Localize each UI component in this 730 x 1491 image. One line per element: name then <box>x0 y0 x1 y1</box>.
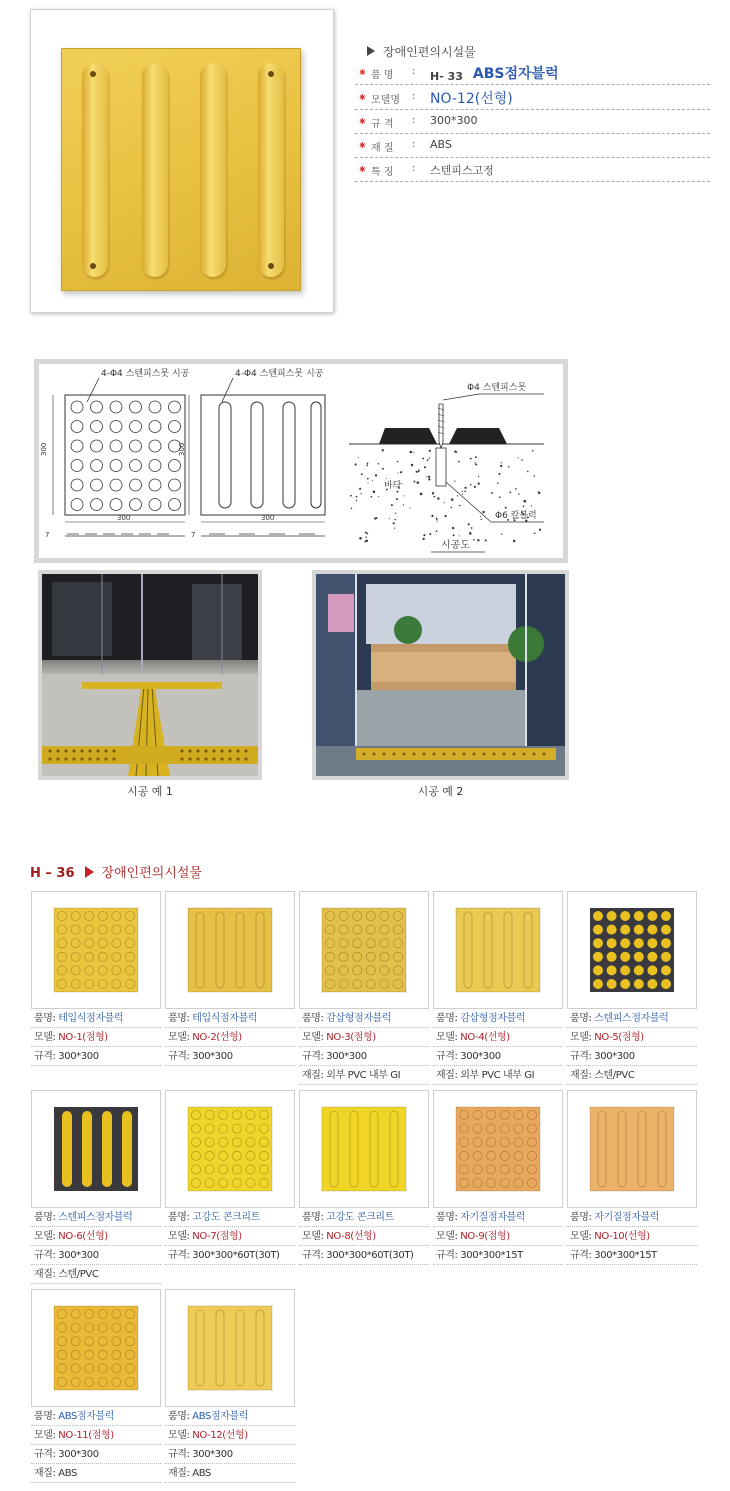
bullet-icon: ✱ <box>359 117 366 126</box>
product-info <box>567 1009 697 1085</box>
product-size-row-label: 규격: <box>436 1051 461 1062</box>
product-size-row-label: 규격: <box>302 1250 327 1261</box>
product-model-row-value: NO-10(선형) <box>594 1231 650 1242</box>
product-name-row <box>567 1009 697 1028</box>
drawing-dot <box>130 440 142 452</box>
product-size-row-value: 300*300 <box>58 1449 99 1460</box>
product-name-row-value[interactable]: 테입식점자블럭 <box>192 1013 258 1024</box>
product-model-row-label: 모델: <box>570 1032 595 1043</box>
drawing-dot <box>71 460 83 472</box>
product-model-row-value: NO-7(점형) <box>192 1231 242 1242</box>
dim-label: 300 <box>178 442 186 456</box>
product-size-row-value: 300*300*60T(30T) <box>192 1250 280 1261</box>
product-name-row-value[interactable]: 테입식점자블럭 <box>58 1013 124 1024</box>
product-info <box>31 1407 161 1483</box>
spec-value <box>430 90 513 110</box>
drawing-dot <box>149 421 161 433</box>
product-name-row-label: 품명: <box>168 1212 193 1223</box>
product-name-row <box>165 1407 295 1426</box>
product-model-row-value: NO-1(점형) <box>58 1032 108 1043</box>
product-model-row <box>165 1227 295 1246</box>
tile-image <box>300 1091 428 1207</box>
spec-category-text: 장애인편의시설물 <box>383 45 476 59</box>
leader-line <box>443 394 479 400</box>
drawing-bar <box>311 402 321 508</box>
tile-image <box>166 892 294 1008</box>
spec-label: 품 명 <box>371 70 394 81</box>
spec-label: 규 격 <box>371 119 394 130</box>
drawing-dot <box>130 421 142 433</box>
product-material-row-value: 외부 PVC 내부 GI <box>460 1070 535 1081</box>
product-model-row-label: 모델: <box>34 1231 59 1242</box>
product-model-row <box>31 1028 161 1047</box>
spec-colon: : <box>412 66 416 77</box>
product-model-row-value: NO-5(점형) <box>594 1032 644 1043</box>
product-thumb[interactable] <box>299 891 429 1009</box>
drawing-label-anchor: Φ6 칼블럭 <box>495 511 537 521</box>
product-info <box>567 1208 697 1265</box>
spec-colon: : <box>412 115 416 126</box>
photo-2-scene <box>316 574 565 776</box>
product-name-row <box>165 1208 295 1227</box>
product-model-row-value: NO-2(선형) <box>192 1032 242 1043</box>
leader-line <box>87 378 99 402</box>
product-size-row <box>567 1047 697 1066</box>
product-material-row-value: 외부 PVC 내부 GI <box>326 1070 401 1081</box>
drawing-dot <box>169 479 181 491</box>
tile-image <box>166 1091 294 1207</box>
product-model-row-label: 모델: <box>34 1430 59 1441</box>
product-size-row <box>165 1445 295 1464</box>
product-thumb[interactable] <box>165 1289 295 1407</box>
product-name-row <box>31 1407 161 1426</box>
product-model-row <box>567 1028 697 1047</box>
product-size-row-label: 규격: <box>34 1250 59 1261</box>
product-name-row-value[interactable]: 고강도 콘크리트 <box>192 1212 260 1223</box>
spec-label: 특 징 <box>371 167 394 178</box>
section-heading <box>30 862 202 881</box>
product-name-row-value[interactable]: 자기질점자블럭 <box>594 1212 660 1223</box>
drawing-dot <box>71 499 83 511</box>
block-right <box>449 428 507 444</box>
product-size-row <box>165 1047 295 1066</box>
drawing-dot <box>130 460 142 472</box>
product-material-row-value: ABS <box>58 1468 77 1479</box>
product-size-row-value: 300*300*60T(30T) <box>326 1250 414 1261</box>
product-material-row-label: 재질: <box>168 1468 193 1479</box>
product-name-row-value[interactable]: 감삽형점자블럭 <box>326 1013 392 1024</box>
drawing-dot <box>130 401 142 413</box>
product-material-row-value: 스텐/PVC <box>594 1070 635 1081</box>
product-name-row-label: 품명: <box>436 1013 461 1024</box>
product-thumb[interactable] <box>433 891 563 1009</box>
product-thumb[interactable] <box>433 1090 563 1208</box>
product-thumb[interactable] <box>567 1090 697 1208</box>
product-image-frame <box>30 9 334 313</box>
product-size-row-value: 300*300 <box>192 1449 233 1460</box>
drawing-dot-grid <box>71 401 181 511</box>
product-model-row <box>299 1028 429 1047</box>
product-size-row-label: 규격: <box>34 1051 59 1062</box>
product-size-row-label: 규격: <box>302 1051 327 1062</box>
product-thumb[interactable] <box>567 891 697 1009</box>
drawing-dot <box>149 440 161 452</box>
product-material-row-label: 재질: <box>34 1269 59 1280</box>
product-material-row <box>31 1464 161 1483</box>
drawing-dot <box>130 499 142 511</box>
spec-category <box>367 43 476 60</box>
drawing-dot <box>169 499 181 511</box>
triangle-icon <box>367 46 375 56</box>
product-name-row-value[interactable]: 감삽형점자블럭 <box>460 1013 526 1024</box>
drawing-dot <box>91 479 103 491</box>
product-size-row-value: 300*300 <box>58 1051 99 1062</box>
drawing-dot <box>149 499 161 511</box>
screw-hole <box>268 263 274 269</box>
drawing-dot <box>91 401 103 413</box>
product-name-row-value[interactable]: 고강도 콘크리트 <box>326 1212 394 1223</box>
product-size-row-value: 300*300*15T <box>460 1250 523 1261</box>
product-size-row-label: 규격: <box>168 1250 193 1261</box>
tile-bar <box>82 63 108 277</box>
product-name-row <box>299 1009 429 1028</box>
drawing-dot <box>110 440 122 452</box>
product-size-row-label: 규격: <box>34 1449 59 1460</box>
install-photo-1 <box>38 570 262 780</box>
product-thumb[interactable] <box>31 891 161 1009</box>
product-info <box>433 1009 563 1085</box>
drawing-bar <box>283 402 295 508</box>
product-size-row-value: 300*300 <box>58 1250 99 1261</box>
product-size-row <box>299 1246 429 1265</box>
product-material-row-value: ABS <box>192 1468 211 1479</box>
tile-image <box>32 892 160 1008</box>
spec-value: 스텐피스고정 <box>430 164 494 177</box>
dim-label: 300 <box>40 442 48 456</box>
product-name-row-label: 품명: <box>570 1013 595 1024</box>
drawing-dot <box>110 401 122 413</box>
drawing-dot <box>71 479 83 491</box>
tile-image <box>32 1290 160 1406</box>
product-name-row-label: 품명: <box>302 1212 327 1223</box>
product-model-row-label: 모델: <box>168 1430 193 1441</box>
product-name: ABS점자블럭 <box>472 66 559 82</box>
product-thumb[interactable] <box>165 1090 295 1208</box>
leader-line <box>222 378 233 402</box>
product-model-row-value: NO-4(선형) <box>460 1032 510 1043</box>
product-size-row <box>567 1246 697 1265</box>
drawing-dot <box>71 440 83 452</box>
product-model-row-label: 모델: <box>34 1032 59 1043</box>
drawing-bar <box>251 402 263 508</box>
screw-hole <box>268 71 274 77</box>
product-info <box>165 1208 295 1265</box>
tile-image <box>32 1091 160 1207</box>
install-photo-2 <box>312 570 569 780</box>
product-name-row <box>165 1009 295 1028</box>
tile-image <box>434 892 562 1008</box>
product-model-row-label: 모델: <box>302 1032 327 1043</box>
drawing-dot <box>130 479 142 491</box>
product-model-row <box>567 1227 697 1246</box>
spec-label: 재 질 <box>371 143 394 154</box>
product-size-row <box>433 1246 563 1265</box>
product-name-row-label: 품명: <box>302 1013 327 1024</box>
photo-2-caption: 시공 예 2 <box>417 785 464 798</box>
tile-bar <box>258 63 284 277</box>
product-model-row-value: NO-8(선형) <box>326 1231 376 1242</box>
product-info <box>165 1009 295 1066</box>
block-left <box>379 428 437 444</box>
product-thumb[interactable] <box>299 1090 429 1208</box>
product-code: H- 33 <box>430 70 463 83</box>
product-size-row-label: 규격: <box>168 1051 193 1062</box>
product-model-row-label: 모델: <box>436 1032 461 1043</box>
product-material-row <box>31 1265 161 1284</box>
product-name-row-value[interactable]: ABS점자블럭 <box>192 1411 248 1422</box>
profile-dot <box>65 534 185 536</box>
product-size-row <box>31 1047 161 1066</box>
tile-image <box>568 1091 696 1207</box>
screw-hole <box>90 71 96 77</box>
product-model-row-label: 모델: <box>168 1032 193 1043</box>
tile-bar <box>200 63 226 277</box>
product-model-row <box>299 1227 429 1246</box>
product-info <box>31 1009 161 1066</box>
product-model-row-value: NO-6(선형) <box>58 1231 108 1242</box>
product-size-row <box>433 1047 563 1066</box>
product-size-row <box>31 1445 161 1464</box>
product-model-row <box>31 1426 161 1445</box>
spec-row-feature <box>355 158 710 182</box>
product-model-row-value: NO-3(점형) <box>326 1032 376 1043</box>
product-size-row <box>165 1246 295 1265</box>
drawing-svg <box>39 364 563 558</box>
drawing-dot <box>91 440 103 452</box>
drawing-dot <box>110 479 122 491</box>
spec-value: ABS <box>430 138 452 151</box>
drawing-caption: 시공도 <box>441 540 470 551</box>
drawing-dot <box>91 421 103 433</box>
product-material-row-label: 재질: <box>436 1070 461 1081</box>
tile-image <box>166 1290 294 1406</box>
drawing-dot <box>169 460 181 472</box>
drawing-dot <box>149 479 161 491</box>
drawing-dot <box>110 460 122 472</box>
drawing-dot <box>110 499 122 511</box>
drawing-dot <box>71 421 83 433</box>
profile-line <box>201 534 325 536</box>
product-model-row <box>433 1227 563 1246</box>
photo-1-scene <box>42 574 258 776</box>
product-info <box>31 1208 161 1284</box>
product-image-abs-line-block <box>61 48 301 291</box>
tile-image <box>568 892 696 1008</box>
product-model-row-label: 모델: <box>168 1231 193 1242</box>
spec-row-material <box>355 134 710 158</box>
product-size-row <box>299 1047 429 1066</box>
product-model-row-label: 모델: <box>436 1231 461 1242</box>
spec-colon: : <box>412 91 416 102</box>
drawing-dot <box>91 499 103 511</box>
product-model-row-label: 모델: <box>302 1231 327 1242</box>
product-model-row-value: NO-12(선형) <box>192 1430 248 1441</box>
spec-colon: : <box>412 139 416 150</box>
spec-row-size <box>355 110 710 134</box>
product-model-row <box>165 1028 295 1047</box>
section-code: H – 36 <box>30 866 75 881</box>
product-thumb[interactable] <box>165 891 295 1009</box>
dim-label: 300 <box>261 514 275 522</box>
product-material-row <box>567 1066 697 1085</box>
product-name-row-value[interactable]: 스텐피스점자블럭 <box>594 1013 669 1024</box>
drawing-label-screw: Φ4 스텐피스못 <box>467 383 527 393</box>
screw-hole <box>90 263 96 269</box>
product-name-row-label: 품명: <box>34 1411 59 1422</box>
product-material-row <box>433 1066 563 1085</box>
product-info <box>433 1208 563 1265</box>
product-name-row <box>567 1208 697 1227</box>
product-size-row-label: 규격: <box>570 1250 595 1261</box>
product-model-row <box>433 1028 563 1047</box>
spec-label: 모델명 <box>371 95 400 106</box>
product-name-row <box>299 1208 429 1227</box>
drawing-dot <box>169 401 181 413</box>
product-size-row-value: 300*300 <box>326 1051 367 1062</box>
product-thumb[interactable] <box>31 1090 161 1208</box>
installation-drawing <box>34 359 568 563</box>
dim-label: 300 <box>117 514 131 522</box>
product-name-row <box>433 1009 563 1028</box>
drawing-label-floor: 바닥 <box>384 481 402 491</box>
product-name-row-label: 품명: <box>34 1212 59 1223</box>
product-name-row-label: 품명: <box>436 1212 461 1223</box>
spec-value: 300*300 <box>430 114 478 127</box>
product-size-row <box>31 1246 161 1265</box>
product-name-row-value[interactable]: 자기질점자블럭 <box>460 1212 526 1223</box>
bullet-icon: ✱ <box>359 68 366 77</box>
spec-row-model <box>355 86 710 110</box>
product-model-row-value: NO-9(점형) <box>460 1231 510 1242</box>
product-material-row-label: 재질: <box>302 1070 327 1081</box>
tile-bar <box>142 63 168 277</box>
dim-label: 7 <box>191 531 196 539</box>
drawing-dot <box>149 460 161 472</box>
product-name-row-label: 품명: <box>570 1212 595 1223</box>
bullet-icon: ✱ <box>359 141 366 150</box>
product-name-row-value[interactable]: 스텐피스점자블럭 <box>58 1212 133 1223</box>
tile-image <box>434 1091 562 1207</box>
bullet-icon: ✱ <box>359 165 366 174</box>
product-name-row-label: 품명: <box>168 1013 193 1024</box>
product-name-row-label: 품명: <box>168 1411 193 1422</box>
product-name-row <box>433 1208 563 1227</box>
dim-label: 7 <box>45 531 50 539</box>
product-model-row-label: 모델: <box>570 1231 595 1242</box>
product-size-row-label: 규격: <box>168 1449 193 1460</box>
product-size-row-label: 규격: <box>570 1051 595 1062</box>
drawing-label-mid: 4-Φ4 스텐피스못 시공 <box>235 369 324 379</box>
screw <box>439 404 443 448</box>
product-thumb[interactable] <box>31 1289 161 1407</box>
product-info <box>299 1208 429 1265</box>
product-model-row <box>31 1227 161 1246</box>
anchor-plug <box>436 448 446 486</box>
drawing-bar <box>219 402 231 508</box>
triangle-icon <box>85 866 94 878</box>
product-size-row-value: 300*300 <box>594 1051 635 1062</box>
product-material-row-label: 재질: <box>34 1468 59 1479</box>
product-size-row-label: 규격: <box>436 1250 461 1261</box>
product-material-row <box>165 1464 295 1483</box>
product-size-row-value: 300*300 <box>460 1051 501 1062</box>
product-model: NO-12(선형) <box>430 91 513 107</box>
product-info <box>299 1009 429 1085</box>
bullet-icon: ✱ <box>359 93 366 102</box>
tile-image <box>300 892 428 1008</box>
product-model-row <box>165 1426 295 1445</box>
product-model-row-value: NO-11(점형) <box>58 1430 114 1441</box>
drawing-label-left: 4-Φ4 스텐피스못 시공 <box>101 369 190 379</box>
product-size-row-value: 300*300*15T <box>594 1250 657 1261</box>
photo-1-caption: 시공 예 1 <box>127 785 173 798</box>
drawing-dot-tile <box>65 395 185 515</box>
product-material-row-label: 재질: <box>570 1070 595 1081</box>
product-name-row-value[interactable]: ABS점자블럭 <box>58 1411 114 1422</box>
product-material-row <box>299 1066 429 1085</box>
spec-colon: : <box>412 163 416 174</box>
product-name-row <box>31 1208 161 1227</box>
product-size-row-value: 300*300 <box>192 1051 233 1062</box>
drawing-dot <box>91 460 103 472</box>
spec-value <box>430 65 559 85</box>
section-title: 장애인편의시설물 <box>101 866 202 881</box>
product-name-row <box>31 1009 161 1028</box>
product-info <box>165 1407 295 1483</box>
drawing-dot <box>169 421 181 433</box>
drawing-dot <box>110 421 122 433</box>
spec-row-name <box>355 61 710 85</box>
product-material-row-value: 스텐/PVC <box>58 1269 99 1280</box>
drawing-dot <box>71 401 83 413</box>
drawing-dot <box>149 401 161 413</box>
product-name-row-label: 품명: <box>34 1013 59 1024</box>
